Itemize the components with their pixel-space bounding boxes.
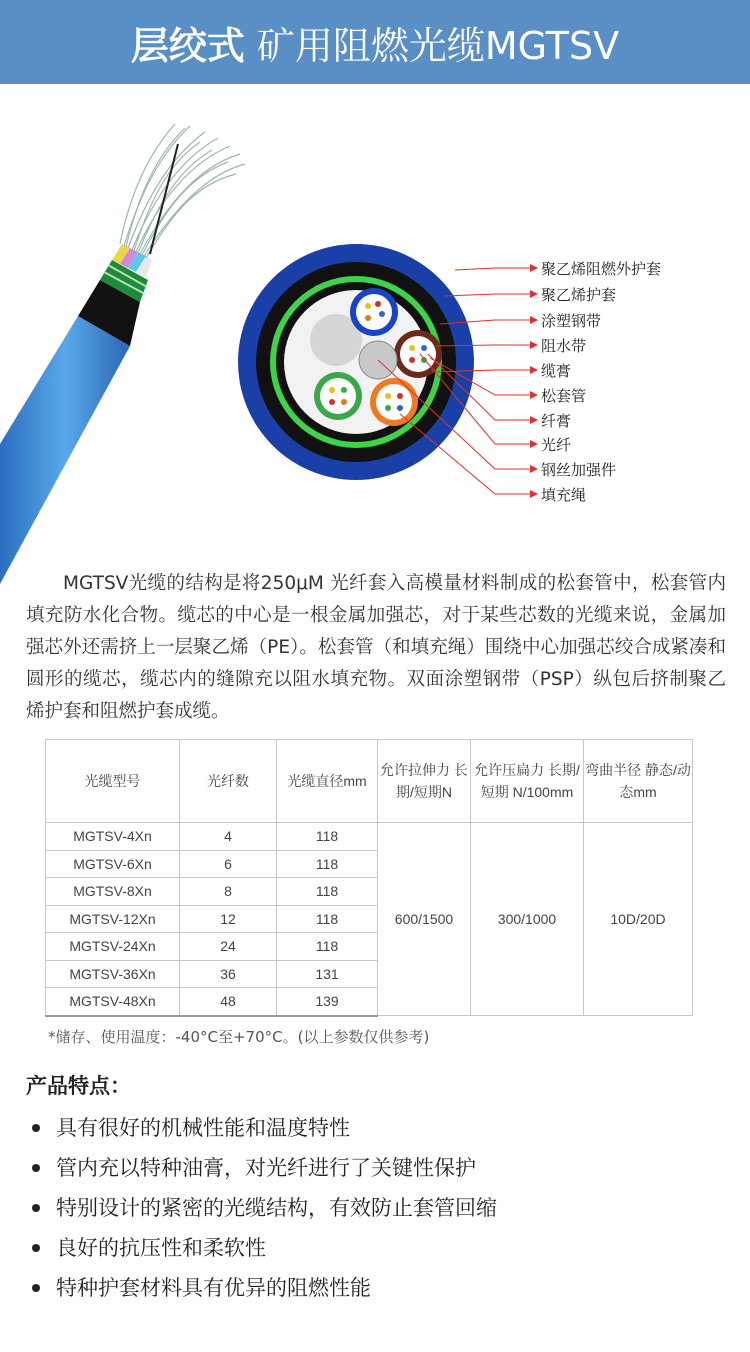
cross-section bbox=[238, 244, 474, 480]
feature-text: 特种护套材料具有优异的阻燃性能 bbox=[56, 1276, 371, 1300]
label-outer-sheath: 聚乙烯阻燃外护套 bbox=[541, 260, 662, 278]
cable-structure-diagram bbox=[0, 84, 750, 584]
table-header-row bbox=[46, 740, 693, 823]
page-header bbox=[0, 0, 750, 84]
bullet-icon bbox=[32, 1204, 40, 1212]
feature-text: 良好的抗压性和柔软性 bbox=[56, 1236, 266, 1260]
table-row bbox=[46, 823, 693, 851]
cell-diameter: 131 bbox=[277, 960, 378, 988]
cell-fiber: 12 bbox=[180, 905, 277, 933]
label-pe-sheath: 聚乙烯护套 bbox=[541, 286, 617, 304]
col-model: 光缆型号 bbox=[46, 740, 180, 823]
list-item bbox=[32, 1228, 497, 1268]
bullet-icon bbox=[32, 1284, 40, 1292]
cell-fiber: 36 bbox=[180, 960, 277, 988]
col-fiber-count: 光纤数 bbox=[180, 740, 277, 823]
cable-side-view bbox=[0, 124, 245, 584]
cell-model: MGTSV-8Xn bbox=[46, 878, 180, 906]
label-cable-gel: 缆膏 bbox=[541, 362, 572, 380]
cell-model: MGTSV-24Xn bbox=[46, 933, 180, 961]
label-fiber-gel: 纤膏 bbox=[541, 412, 572, 430]
cell-diameter: 139 bbox=[277, 988, 378, 1016]
cell-diameter: 118 bbox=[277, 878, 378, 906]
cell-diameter: 118 bbox=[277, 905, 378, 933]
cell-diameter: 118 bbox=[277, 933, 378, 961]
spec-table bbox=[45, 739, 693, 1017]
bullet-icon bbox=[32, 1124, 40, 1132]
cell-fiber: 8 bbox=[180, 878, 277, 906]
cell-model: MGTSV-4Xn bbox=[46, 823, 180, 851]
cell-fiber: 6 bbox=[180, 850, 277, 878]
cell-diameter: 118 bbox=[277, 850, 378, 878]
list-item bbox=[32, 1188, 497, 1228]
intro-paragraph bbox=[26, 568, 726, 728]
title-rest: 矿用阻燃光缆MGTSV bbox=[256, 23, 620, 68]
cell-crush: 300/1000 bbox=[471, 823, 584, 1016]
cell-diameter: 118 bbox=[277, 823, 378, 851]
label-steel-tape: 涂塑钢带 bbox=[541, 312, 602, 330]
storage-note: *储存、使用温度：-40°C至+70°C。(以上参数仅供参考) bbox=[48, 1028, 430, 1046]
label-loose-tube: 松套管 bbox=[541, 387, 587, 405]
label-water-tape: 阻水带 bbox=[541, 337, 587, 355]
feature-text: 具有很好的机械性能和温度特性 bbox=[56, 1116, 350, 1140]
col-diameter: 光缆直径mm bbox=[277, 740, 378, 823]
features-title: 产品特点： bbox=[26, 1074, 131, 1098]
cell-model: MGTSV-48Xn bbox=[46, 988, 180, 1016]
col-crush: 允许压扁力 长期/短期 N/100mm bbox=[471, 740, 584, 823]
col-bend: 弯曲半径 静态/动态mm bbox=[584, 740, 693, 823]
list-item bbox=[32, 1268, 497, 1308]
cell-model: MGTSV-6Xn bbox=[46, 850, 180, 878]
label-fiber: 光纤 bbox=[541, 436, 572, 454]
feature-text: 管内充以特种油膏，对光纤进行了关键性保护 bbox=[56, 1156, 476, 1180]
bullet-icon bbox=[32, 1164, 40, 1172]
cell-model: MGTSV-12Xn bbox=[46, 905, 180, 933]
label-filler: 填充绳 bbox=[541, 486, 587, 504]
list-item bbox=[32, 1108, 497, 1148]
intro-text: MGTSV光缆的结构是将250μM 光纤套入高模量材料制成的松套管中，松套管内填充防水化合物。缆芯的中心是一根金属加强芯，对于某些芯数的光缆来说，金属加强芯外还需挤上一层聚乙烯（PE）。松套管（和填充绳）围绕中心加强芯绞合成紧凑和圆形的缆芯，缆芯内的缝隙充以阻水填充物。双面涂塑钢带（PSP）纵包后挤制聚乙烯护套和阻燃护套成缆。 bbox=[26, 573, 726, 722]
cell-fiber: 24 bbox=[180, 933, 277, 961]
col-tensile: 允许拉伸力 长期/短期N bbox=[378, 740, 471, 823]
label-steel-member: 钢丝加强件 bbox=[541, 461, 617, 479]
cell-fiber: 48 bbox=[180, 988, 277, 1016]
feature-text: 特别设计的紧密的光缆结构，有效防止套管回缩 bbox=[56, 1196, 497, 1220]
cell-tensile: 600/1500 bbox=[378, 823, 471, 1016]
features-list bbox=[32, 1108, 497, 1308]
cell-model: MGTSV-36Xn bbox=[46, 960, 180, 988]
list-item bbox=[32, 1148, 497, 1188]
cell-fiber: 4 bbox=[180, 823, 277, 851]
cell-bend: 10D/20D bbox=[584, 823, 693, 1016]
title-bold: 层绞式 bbox=[130, 23, 245, 68]
bullet-icon bbox=[32, 1244, 40, 1252]
